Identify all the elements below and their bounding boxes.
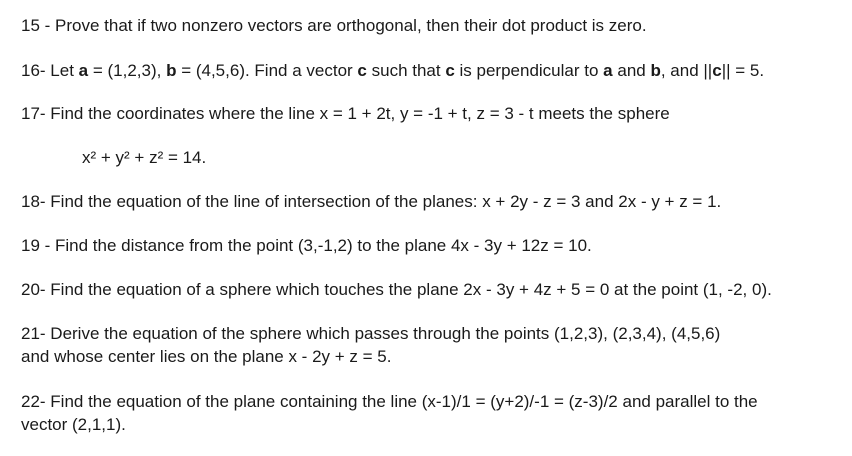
problem-16-part: = (1,2,3),: [88, 61, 167, 80]
vector-b-symbol: b: [650, 61, 661, 80]
problem-16-part: is perpendicular to: [454, 61, 604, 80]
vector-b-symbol: b: [166, 61, 177, 80]
problem-16-part: such that: [366, 61, 446, 80]
problem-22-text: 22- Find the equation of the plane containing the line (x-1)/1 = (y+2)/-1 = (z-3)/2 and parallel to the: [21, 392, 758, 411]
problem-17-text: 17- Find the coordinates where the line x = 1 + 2t, y = -1 + t, z = 3 - t meets the sphere: [21, 104, 670, 123]
problem-18-text: 18- Find the equation of the line of intersection of the planes: x + 2y - z = 3 and 2x - y + z = 1.: [21, 192, 722, 211]
vector-c-symbol: c: [712, 61, 722, 80]
problem-21-text: 21- Derive the equation of the sphere which passes through the points (1,2,3), (2,3,4), (4,5,6): [21, 324, 721, 343]
problem-16-part: , and ||: [660, 61, 713, 80]
problem-22-continuation: vector (2,1,1).: [21, 415, 126, 434]
problem-17-equation: x² + y² + z² = 14.: [82, 148, 207, 167]
problem-16-text: [21, 61, 764, 81]
problem-16-part: and: [612, 61, 651, 80]
problem-21-continuation: and whose center lies on the plane x - 2y + z = 5.: [21, 347, 392, 366]
vector-c-symbol: c: [445, 61, 455, 80]
problem-15-text: 15 - Prove that if two nonzero vectors are orthogonal, then their dot product is zero.: [21, 16, 647, 35]
vector-c-symbol: c: [357, 61, 367, 80]
problem-16-part: = (4,5,6). Find a vector: [176, 61, 358, 80]
problem-16-part: || = 5.: [721, 61, 765, 80]
problem-20-text: 20- Find the equation of a sphere which touches the plane 2x - 3y + 4z + 5 = 0 at the point (1, -2, 0).: [21, 280, 772, 299]
problem-19-text: 19 - Find the distance from the point (3,-1,2) to the plane 4x - 3y + 12z = 10.: [21, 236, 592, 255]
vector-a-symbol: a: [603, 61, 613, 80]
problem-16-part: 16- Let: [21, 61, 79, 80]
vector-a-symbol: a: [78, 61, 89, 80]
